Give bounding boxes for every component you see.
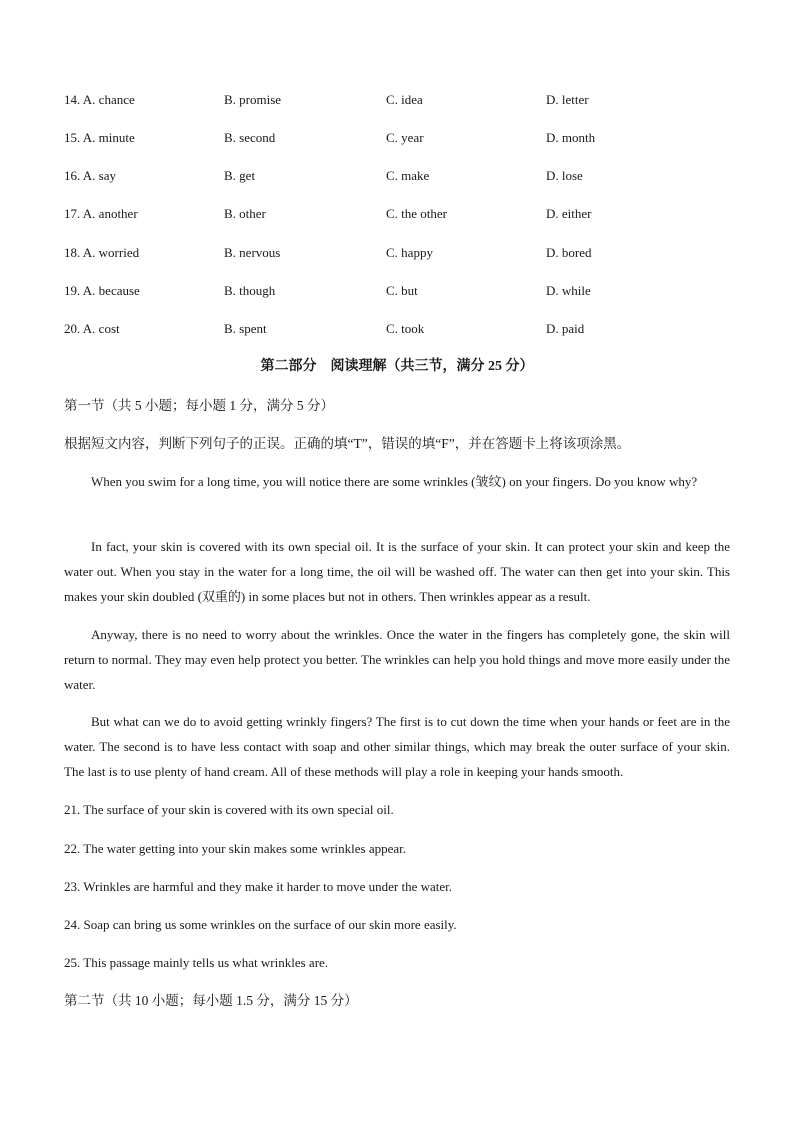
option-a: 16. A. say — [64, 168, 116, 183]
question-item: 25. This passage mainly tells us what wrinkles are. — [64, 955, 329, 970]
option-d: D. lose — [546, 168, 583, 183]
section-title: 第一节（共 5 小题；每小题 1 分，满分 5 分） — [64, 398, 334, 413]
option-row-14 — [64, 90, 744, 110]
option-d: D. bored — [546, 245, 592, 260]
option-b: B. get — [224, 168, 256, 183]
option-row-18 — [64, 243, 744, 263]
option-d: D. while — [546, 283, 591, 298]
question-item: 21. The surface of your skin is covered with its own special oil. — [64, 802, 394, 817]
option-row-20 — [64, 319, 744, 339]
option-row-17 — [64, 204, 744, 224]
passage-paragraph: Anyway, there is no need to worry about the wrinkles. Once the water in the fingers has completely gone, the skin will return to normal. They may even help protect you better. The wrinkles can help you hold things and move more easily under the water. — [64, 627, 730, 692]
option-c: C. idea — [386, 92, 423, 107]
passage-paragraph: In fact, your skin is covered with its own special oil. It is the surface of your skin. It can protect your skin and keep the water out. When you stay in the water for a long time, the oil will be washed off. The water can then get into your skin. This makes your skin doubled (双重的) in some places but not in others. Then wrinkles appear as a result. — [64, 539, 730, 604]
option-b: B. spent — [224, 321, 267, 336]
option-b: B. nervous — [224, 245, 281, 260]
option-a: 17. A. another — [64, 206, 138, 221]
option-b: B. second — [224, 130, 276, 145]
option-b: B. other — [224, 206, 266, 221]
passage-paragraph: When you swim for a long time, you will notice there are some wrinkles (皱纹) on your fingers. Do you know why? — [91, 474, 698, 489]
question-item: 22. The water getting into your skin makes some wrinkles appear. — [64, 841, 407, 856]
option-d: D. paid — [546, 321, 585, 336]
option-c: C. the other — [386, 206, 448, 221]
option-c: C. happy — [386, 245, 433, 260]
option-c: C. make — [386, 168, 430, 183]
part-title: 第二部分 阅读理解（共三节，满分 25 分） — [260, 359, 534, 374]
option-c: C. took — [386, 321, 425, 336]
option-c: C. but — [386, 283, 418, 298]
section-title: 第二节（共 10 小题；每小题 1.5 分，满分 15 分） — [64, 993, 358, 1008]
option-a: 20. A. cost — [64, 321, 120, 336]
passage-paragraph: But what can we do to avoid getting wrinkly fingers? The first is to cut down the time when your hands or feet are in the water. The second is to have less contact with soap and other similar things, which may break the outer surface of your skin. The last is to use plenty of hand cream. All of these methods will play a role in keeping your hands smooth. — [64, 714, 730, 779]
question-item: 23. Wrinkles are harmful and they make it harder to move under the water. — [64, 879, 453, 894]
option-a: 15. A. minute — [64, 130, 135, 145]
option-d: D. month — [546, 130, 596, 145]
option-a: 18. A. worried — [64, 245, 140, 260]
option-b: B. though — [224, 283, 276, 298]
option-row-16 — [64, 166, 744, 186]
option-a: 19. A. because — [64, 283, 140, 298]
option-row-15 — [64, 128, 744, 148]
option-d: D. letter — [546, 92, 589, 107]
option-b: B. promise — [224, 92, 282, 107]
section-instruction: 根据短文内容，判断下列句子的正误。正确的填“T”，错误的填“F”，并在答题卡上将该项涂黑。 — [64, 436, 631, 451]
option-a: 14. A. chance — [64, 92, 135, 107]
option-d: D. either — [546, 206, 592, 221]
option-c: C. year — [386, 130, 424, 145]
option-row-19 — [64, 281, 744, 301]
question-item: 24. Soap can bring us some wrinkles on the surface of our skin more easily. — [64, 917, 457, 932]
